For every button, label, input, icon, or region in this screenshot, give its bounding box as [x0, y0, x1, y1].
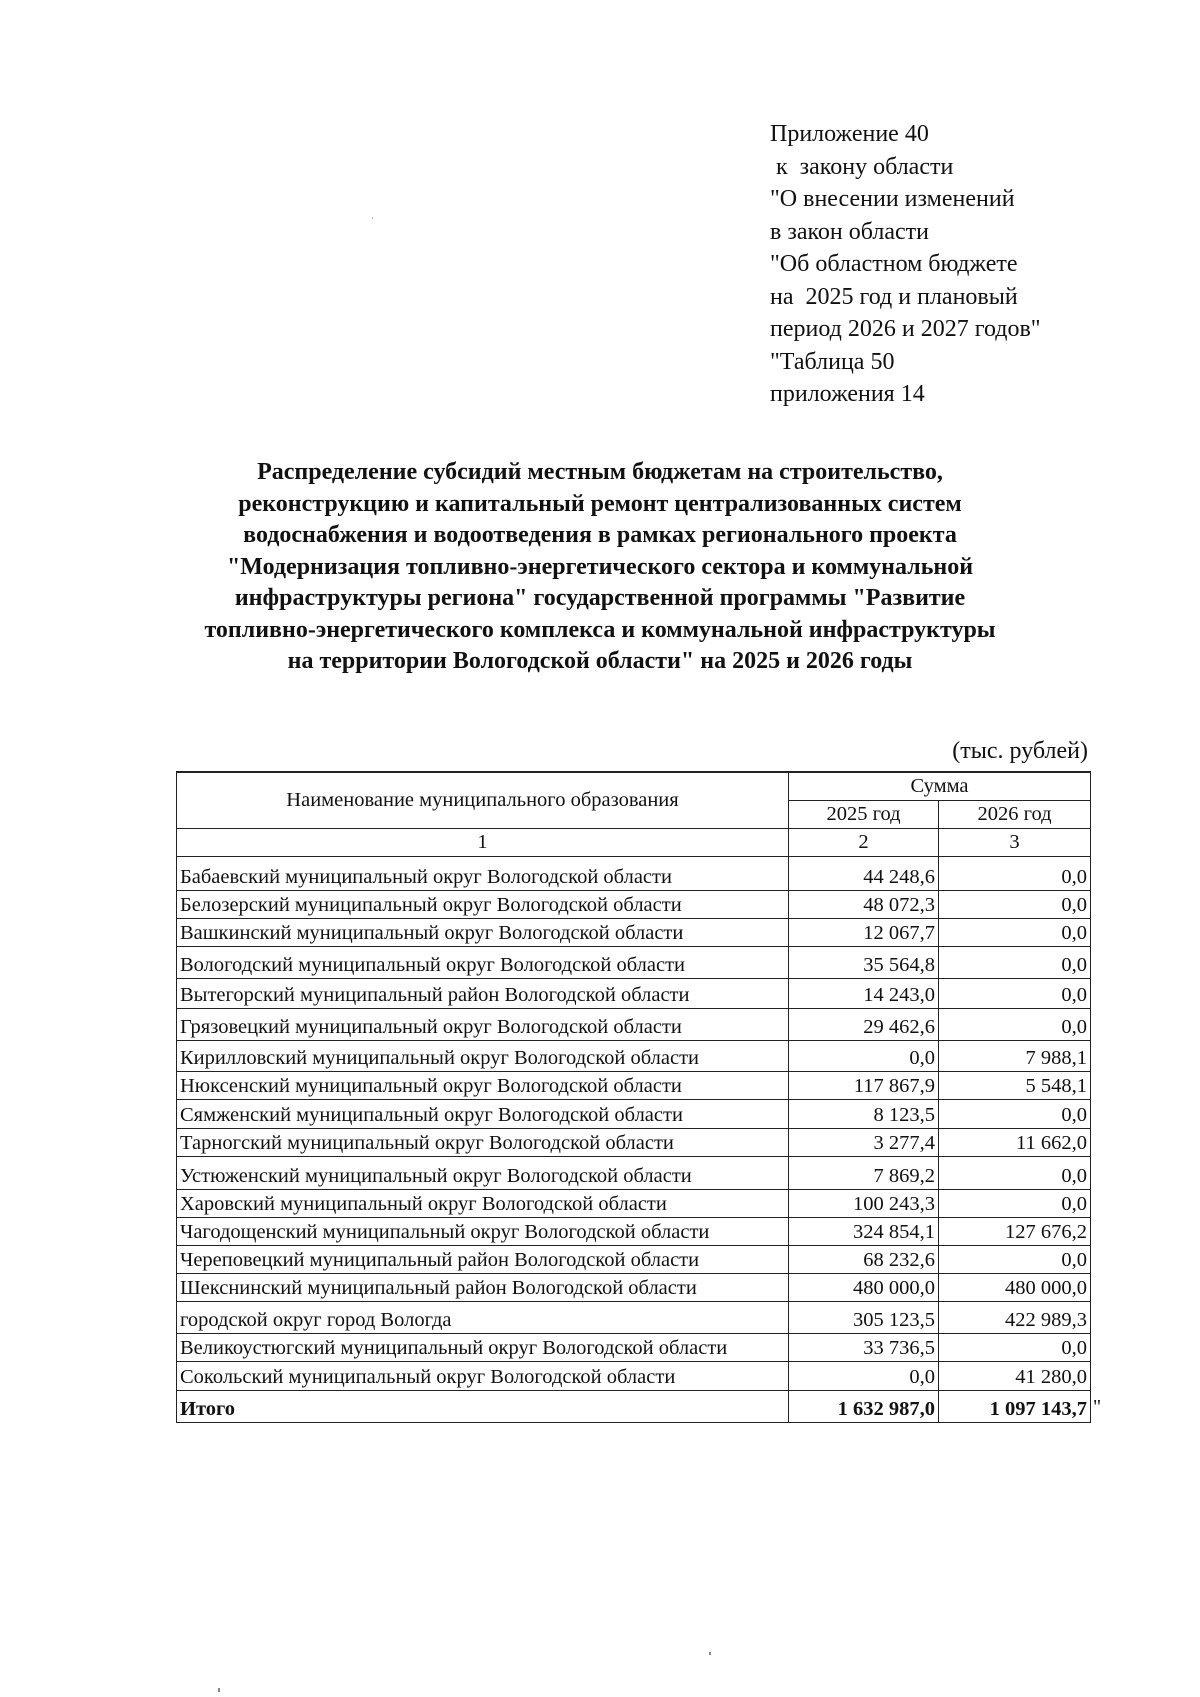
amount-2025-cell: 3 277,4: [789, 1128, 939, 1156]
scan-speck: [709, 1652, 711, 1655]
amount-2025-cell: 100 243,3: [789, 1189, 939, 1217]
document-title: [150, 457, 1050, 678]
amount-2025-cell: 0,0: [789, 1361, 939, 1390]
closing-quote-mark: ": [1093, 1396, 1102, 1418]
title-line: реконструкцию и капитальный ремонт централизованных систем: [238, 490, 962, 517]
total-2026-cell: 1 097 143,7: [939, 1390, 1091, 1422]
scan-speck: [218, 1688, 220, 1692]
table-row: [177, 1189, 1091, 1217]
table-row: [177, 890, 1091, 918]
amount-2026-cell: 480 000,0: [939, 1273, 1091, 1301]
amount-2026-cell: 0,0: [939, 890, 1091, 918]
municipality-name-cell: Великоустюгский муниципальный округ Вологодской области: [177, 1333, 789, 1361]
table-body: [177, 856, 1091, 1422]
amount-2026-cell: 0,0: [939, 1333, 1091, 1361]
amount-2025-cell: 48 072,3: [789, 890, 939, 918]
title-line: на территории Вологодской области" на 2025 и 2026 годы: [287, 648, 913, 674]
amount-2025-cell: 8 123,5: [789, 1099, 939, 1128]
municipality-name-cell: Белозерский муниципальный округ Вологодской области: [177, 890, 789, 918]
amount-2026-cell: 0,0: [939, 1008, 1091, 1040]
amount-2026-cell: 127 676,2: [939, 1217, 1091, 1245]
amount-2025-cell: 0,0: [789, 1040, 939, 1071]
amount-2026-cell: 0,0: [939, 856, 1091, 890]
table-row: [177, 1217, 1091, 1245]
title-line: инфраструктуры региона" государственной программы "Развитие: [234, 585, 966, 611]
amount-2025-cell: 33 736,5: [789, 1333, 939, 1361]
total-label-cell: Итого: [177, 1390, 789, 1422]
amount-2025-cell: 305 123,5: [789, 1301, 939, 1333]
municipality-name-cell: Сокольский муниципальный округ Вологодской области: [177, 1361, 789, 1390]
amount-2026-cell: 11 662,0: [939, 1128, 1091, 1156]
table-row: [177, 1245, 1091, 1273]
amount-2025-cell: 480 000,0: [789, 1273, 939, 1301]
units-label: (тыс. рублей): [952, 738, 1088, 764]
amount-2026-cell: 7 988,1: [939, 1040, 1091, 1071]
municipality-name-cell: Кирилловский муниципальный округ Вологодской области: [177, 1040, 789, 1071]
municipality-name-cell: Вологодский муниципальный округ Вологодской области: [177, 946, 789, 978]
amount-2025-cell: 324 854,1: [789, 1217, 939, 1245]
amount-2026-cell: 41 280,0: [939, 1361, 1091, 1390]
amount-2026-cell: 0,0: [939, 918, 1091, 946]
amount-2026-cell: 5 548,1: [939, 1071, 1091, 1099]
total-2025-cell: 1 632 987,0: [789, 1390, 939, 1422]
municipality-name-cell: Вытегорский муниципальный район Вологодской области: [177, 978, 789, 1008]
municipality-name-cell: Сямженский муниципальный округ Вологодской области: [177, 1099, 789, 1128]
municipality-name-cell: Тарногский муниципальный округ Вологодской области: [177, 1128, 789, 1156]
municipality-name-cell: Устюженский муниципальный округ Вологодской области: [177, 1156, 789, 1189]
table-row: [177, 1040, 1091, 1071]
header-column-number: 1: [177, 828, 789, 856]
header-column-number: 2: [789, 828, 939, 856]
table-row: [177, 1008, 1091, 1040]
header-column-number: 3: [939, 828, 1091, 856]
annex-line: "Об областном бюджете: [770, 251, 1018, 277]
table-row: [177, 1128, 1091, 1156]
amount-2025-cell: 117 867,9: [789, 1071, 939, 1099]
amount-2025-cell: 29 462,6: [789, 1008, 939, 1040]
annex-line: Приложение 40: [770, 121, 929, 147]
subsidy-table: [176, 771, 1091, 1423]
header-year-2026: 2026 год: [939, 800, 1091, 828]
amount-2026-cell: 0,0: [939, 1245, 1091, 1273]
table-header: [177, 772, 1091, 856]
header-municipality-name: Наименование муниципального образования: [177, 772, 789, 828]
annex-line: период 2026 и 2027 годов": [770, 316, 1041, 342]
table-row: [177, 1301, 1091, 1333]
table-row: [177, 1333, 1091, 1361]
amount-2026-cell: 0,0: [939, 1156, 1091, 1189]
table-row: [177, 1361, 1091, 1390]
municipality-name-cell: Вашкинский муниципальный округ Вологодской области: [177, 918, 789, 946]
annex-reference-block: [770, 118, 1170, 411]
scan-speck: [372, 217, 373, 219]
title-line: топливно-энергетического комплекса и коммунальной инфраструктуры: [204, 616, 996, 643]
amount-2026-cell: 422 989,3: [939, 1301, 1091, 1333]
table-row: [177, 1273, 1091, 1301]
table-row: [177, 1099, 1091, 1128]
table-row: [177, 918, 1091, 946]
table-row: [177, 978, 1091, 1008]
amount-2025-cell: 35 564,8: [789, 946, 939, 978]
header-sum: Сумма: [789, 772, 1091, 800]
municipality-name-cell: Чагодощенский муниципальный округ Вологодской области: [177, 1217, 789, 1245]
title-line: водоснабжения и водоотведения в рамках регионального проекта: [243, 522, 957, 548]
annex-line: "Таблица 50: [770, 348, 895, 375]
amount-2025-cell: 44 248,6: [789, 856, 939, 890]
amount-2026-cell: 0,0: [939, 946, 1091, 978]
amount-2025-cell: 7 869,2: [789, 1156, 939, 1189]
title-line: Распределение субсидий местным бюджетам на строительство,: [257, 459, 943, 485]
municipality-name-cell: Нюксенский муниципальный округ Вологодской области: [177, 1071, 789, 1099]
municipality-name-cell: городской округ город Вологда: [177, 1301, 789, 1333]
municipality-name-cell: Грязовецкий муниципальный округ Вологодской области: [177, 1008, 789, 1040]
table-row: [177, 856, 1091, 890]
amount-2025-cell: 68 232,6: [789, 1245, 939, 1273]
total-row: [177, 1390, 1091, 1422]
table-row: [177, 946, 1091, 978]
annex-line: на 2025 год и плановый: [770, 283, 1018, 310]
annex-line: в закон области: [770, 218, 929, 245]
municipality-name-cell: Шекснинский муниципальный район Вологодской области: [177, 1273, 789, 1301]
amount-2026-cell: 0,0: [939, 1099, 1091, 1128]
header-year-2025: 2025 год: [789, 800, 939, 828]
amount-2026-cell: 0,0: [939, 978, 1091, 1008]
municipality-name-cell: Череповецкий муниципальный район Вологодской области: [177, 1245, 789, 1273]
table-row: [177, 1071, 1091, 1099]
annex-line: "О внесении изменений: [770, 186, 1015, 212]
title-line: "Модернизация топливно-энергетического сектора и коммунальной: [226, 553, 974, 580]
municipality-name-cell: Бабаевский муниципальный округ Вологодской области: [177, 856, 789, 890]
annex-line: приложения 14: [770, 381, 925, 407]
annex-line: к закону области: [770, 153, 954, 180]
amount-2025-cell: 12 067,7: [789, 918, 939, 946]
municipality-name-cell: Харовский муниципальный округ Вологодской области: [177, 1189, 789, 1217]
amount-2025-cell: 14 243,0: [789, 978, 939, 1008]
amount-2026-cell: 0,0: [939, 1189, 1091, 1217]
table-row: [177, 1156, 1091, 1189]
